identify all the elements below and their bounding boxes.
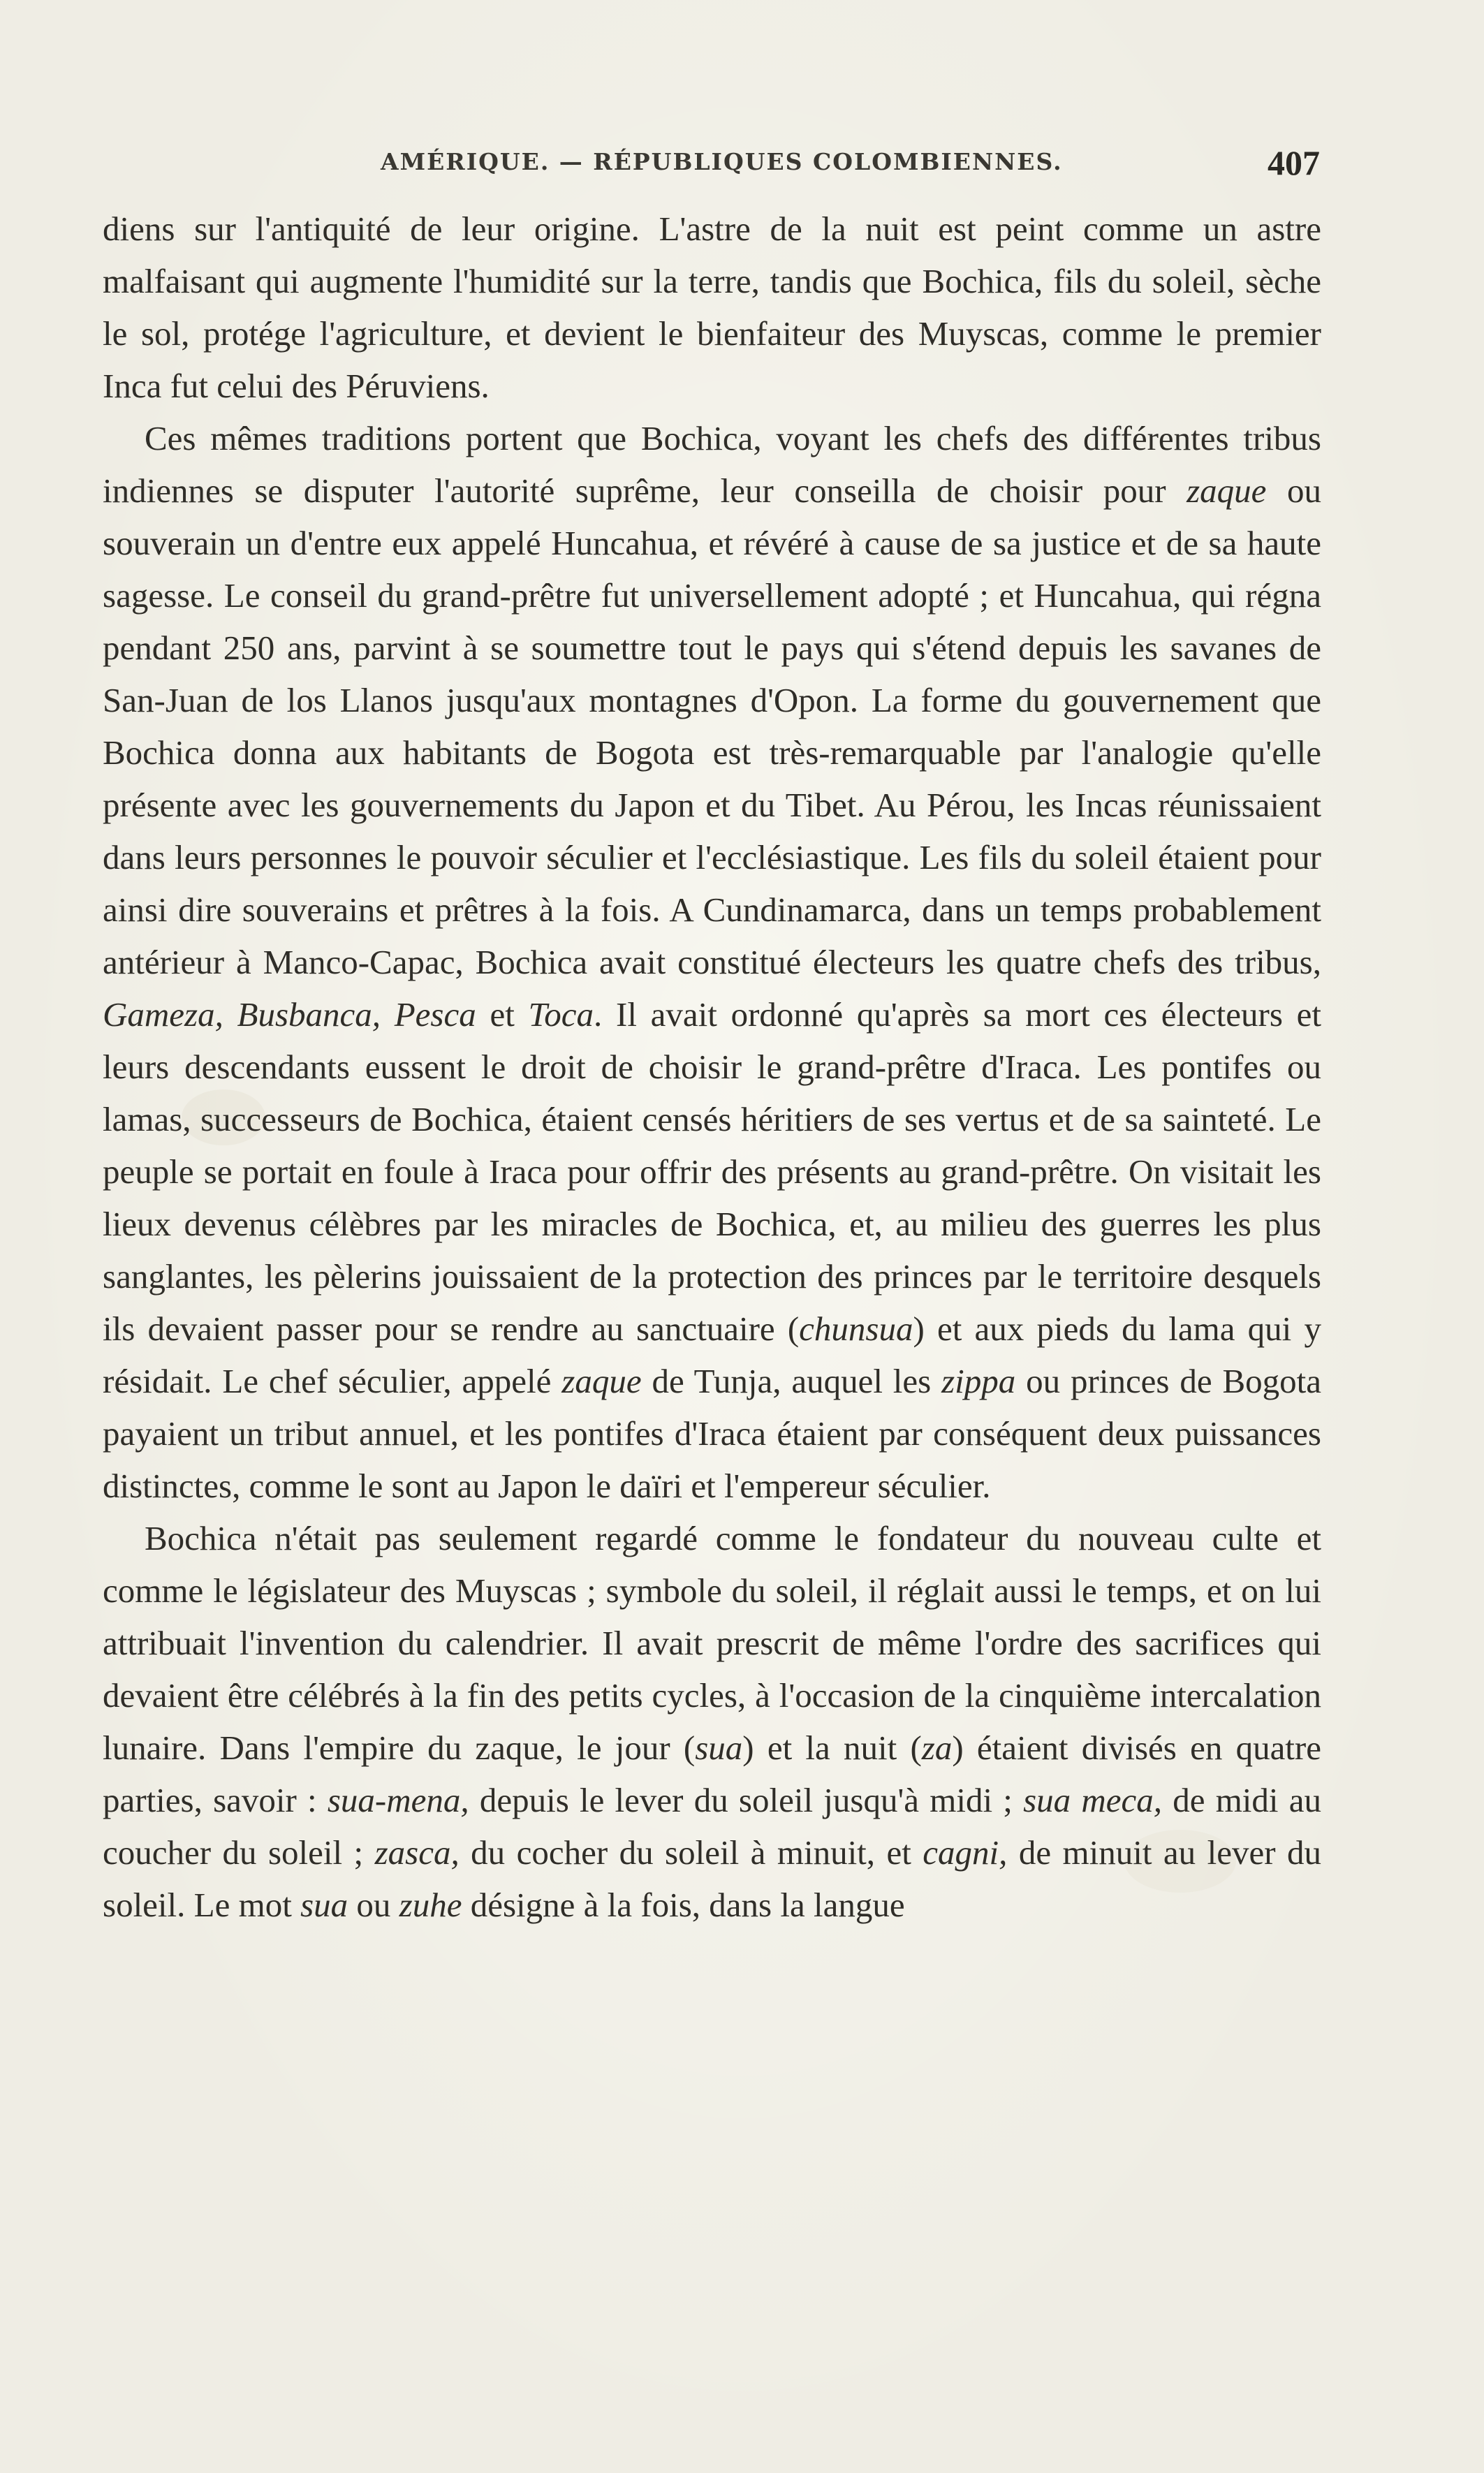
italic-term: zuhe [399,1886,462,1924]
italic-term: za [921,1729,953,1767]
paragraph [103,412,1321,1512]
italic-term: zasca, [374,1833,460,1872]
italic-term: cagni, [923,1833,1008,1872]
italic-term: Toca [528,995,594,1034]
italic-term: chunsua [799,1309,913,1348]
text-run: ) et la nuit ( [742,1729,922,1767]
text-run: ou princes de Bogota payaient un tribut annuel, et les pontifes d'Iraca étaient par conséquent deux puissances distinctes, comme le sont au Japon le daïri et l'empereur séculier. [103,1362,1322,1505]
text-run: Bochica n'était pas seulement regardé comme le fondateur du nouveau culte et comme le législateur des Muyscas ; symbole du soleil, il réglait aussi le temps, et on lui attribuait l'invention du calendrier. Il avait prescrit de même l'ordre des sacrifices qui devaient être célébrés à la fin des petits cycles, à l'occasion de la cinquième intercalation lunaire. Dans l'empire du zaque, le jour ( [103,1519,1321,1767]
italic-term: sua-mena, [327,1781,469,1819]
text-run: de Tunja, auquel les [641,1362,942,1400]
text-run: et [476,995,529,1034]
italic-term: sua [695,1729,743,1767]
paragraph [103,1512,1321,1931]
text-run: diens sur l'antiquité de leur origine. L'astre de la nuit est peint comme un astre malfaisant qui augmente l'humidité sur la terre, tandis que Bochica, fils du soleil, sèche le sol, protége l'agriculture, et devient le bienfaiteur des Muyscas, comme le premier Inca fut celui des Péruviens. [103,210,1321,405]
body-text [103,203,1321,1931]
text-run: ) étaient divisés en quatre parties, savoir : [103,1729,1321,1819]
text-run: ou [348,1886,399,1924]
text-run: de midi au coucher du soleil ; [103,1781,1321,1872]
text-run: de minuit au lever du soleil. Le mot [103,1833,1321,1924]
text-run: . Il avait ordonné qu'après sa mort ces électeurs et leurs descendants eussent le droit de choisir le grand-prêtre d'Iraca. Les pontifes ou lamas, successeurs de Bochica, étaient censés héritiers de ses vertus et de sa sainteté. Le peuple se portait en foule à Iraca pour offrir des présents au grand-prêtre. On visitait les lieux devenus célèbres par les miracles de Bochica, et, au milieu des guerres les plus sanglantes, les pèlerins jouissaient de la protection des princes par le territoire desquels ils devaient passer pour se rendre au sanctuaire ( [103,995,1321,1348]
page-number: 407 [1268,143,1320,182]
text-run: du cocher du soleil à minuit, et [459,1833,923,1872]
italic-term: zippa [941,1362,1016,1400]
italic-term: sua [300,1886,348,1924]
paragraph [103,203,1321,412]
page-header [381,143,1323,190]
text-run: ou souverain un d'entre eux appelé Huncahua, et révéré à cause de sa justice et de sa haute sagesse. Le conseil du grand-prêtre fut universellement adopté ; et Huncahua, qui régna pendant 250 ans, parvint à se soumettre tout le pays qui s'étend depuis les savanes de San-Juan de los Llanos jusqu'aux montagnes d'Opon. La forme du gouvernement que Bochica donna aux habitants de Bogota est très-remarquable par l'analogie qu'elle présente avec les gouvernements du Japon et du Tibet. Au Pérou, les Incas réunissaient dans leurs personnes le pouvoir séculier et l'ecclésiastique. Les fils du soleil étaient pour ainsi dire souverains et prêtres à la fois. A Cundinamarca, dans un temps probablement antérieur à Manco-Capac, Bochica avait constitué électeurs les quatre chefs des tribus, [103,471,1321,981]
italic-term: zaque [1187,471,1267,510]
italic-term: Gameza, Busbanca, Pesca [103,995,476,1034]
text-run: ) et aux pieds du lama qui y résidait. Le chef séculier, appelé [103,1309,1321,1400]
running-head: AMÉRIQUE. — RÉPUBLIQUES COLOMBIENNES. [381,148,1063,175]
text-run: désigne à la fois, dans la langue [462,1886,905,1924]
text-run: Ces mêmes traditions portent que Bochica, voyant les chefs des différentes tribus indiennes se disputer l'autorité suprême, leur conseilla de choisir pour [103,419,1321,510]
text-run: depuis le lever du soleil jusqu'à midi ; [469,1781,1024,1819]
italic-term: zaque [561,1362,642,1400]
italic-term: sua meca, [1023,1781,1163,1819]
